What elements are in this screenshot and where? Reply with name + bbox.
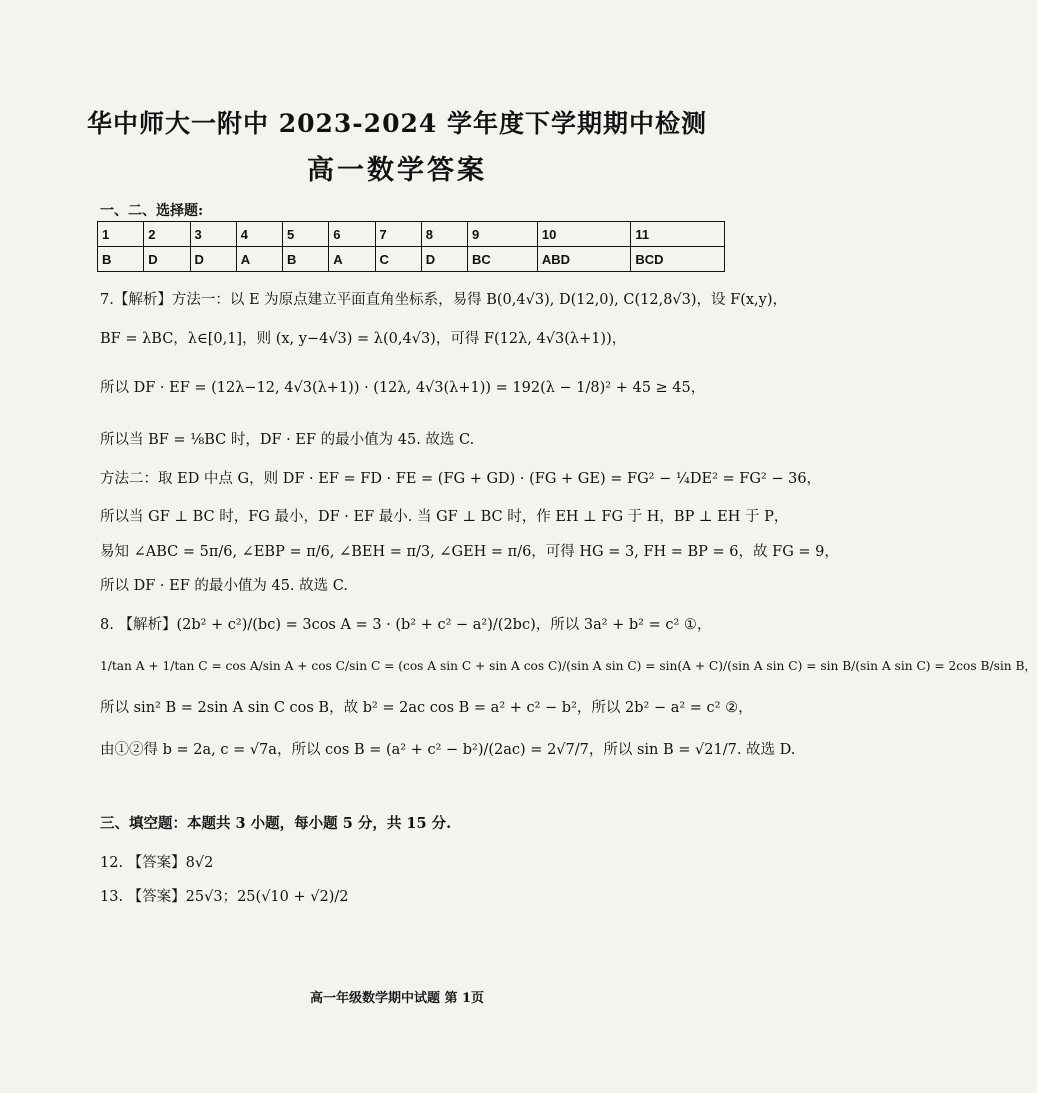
table-cell: D xyxy=(421,247,467,272)
table-row-answers xyxy=(98,247,725,272)
table-cell: 11 xyxy=(631,222,725,247)
table-cell: 3 xyxy=(190,222,236,247)
q8-solution-line: 由①②得 b = 2a, c = √7a，所以 cos B = (a² + c² − b²)/(2ac) = 2√7/7，所以 sin B = √21/7. 故选 D. xyxy=(100,742,796,758)
table-cell: A xyxy=(329,247,375,272)
q7-solution-line: 方法二：取 ED 中点 G，则 DF · EF = FD · FE = (FG + GD) · (FG + GE) = FG² − ¼DE² = FG² − 36， xyxy=(100,471,822,487)
table-cell: B xyxy=(283,247,329,272)
q7-solution-line: 所以当 GF ⊥ BC 时，FG 最小，DF · EF 最小. 当 GF ⊥ BC 时，作 EH ⊥ FG 于 H，BP ⊥ EH 于 P， xyxy=(100,509,789,525)
table-cell: 4 xyxy=(236,222,282,247)
table-cell: 6 xyxy=(329,222,375,247)
table-row-numbers xyxy=(98,222,725,247)
q13-answer: 13. 【答案】25√3；25(√10 + √2)/2 xyxy=(100,889,349,905)
answer-table xyxy=(97,221,725,272)
q8-solution-line: 8. 【解析】(2b² + c²)/(bc) = 3cos A = 3 · (b² + c² − a²)/(2bc)，所以 3a² + b² = c² ①， xyxy=(100,617,712,633)
table-cell: A xyxy=(236,247,282,272)
table-cell: BCD xyxy=(631,247,725,272)
table-cell: 5 xyxy=(283,222,329,247)
q7-solution-line: BF = λBC，λ∈[0,1]，则 (x, y−4√3) = λ(0,4√3)，可得 F(12λ, 4√3(λ+1))， xyxy=(100,331,627,347)
table-cell: ABD xyxy=(537,247,631,272)
table-cell: B xyxy=(98,247,144,272)
document-title: 华中师大一附中 2023-2024 学年度下学期期中检测 xyxy=(87,109,707,138)
q7-solution-line: 易知 ∠ABC = 5π/6, ∠EBP = π/6, ∠BEH = π/3, ∠GEH = π/6，可得 HG = 3, FH = BP = 6，故 FG = 9， xyxy=(100,544,839,560)
table-cell: D xyxy=(190,247,236,272)
table-cell: C xyxy=(375,247,421,272)
q8-solution-line: 1/tan A + 1/tan C = cos A/sin A + cos C/sin C = (cos A sin C + sin A cos C)/(sin A sin C) = sin(A + C)/(sin A sin C) = sin B/(sin A sin C) = 2cos B/sin B， xyxy=(100,659,1037,673)
q8-solution-line: 所以 sin² B = 2sin A sin C cos B，故 b² = 2ac cos B = a² + c² − b²，所以 2b² − a² = c² ②， xyxy=(100,700,753,716)
document-subtitle: 高一数学答案 xyxy=(307,155,487,186)
section-choice-heading: 一、二、选择题: xyxy=(100,203,204,219)
table-cell: D xyxy=(144,247,190,272)
page-footer: 高一年级数学期中试题 第 1页 xyxy=(309,991,485,1006)
table-cell: 2 xyxy=(144,222,190,247)
section-fill-heading: 三、填空题：本题共 3 小题，每小题 5 分，共 15 分. xyxy=(100,815,452,832)
q12-answer: 12. 【答案】8√2 xyxy=(100,855,214,871)
q7-solution-line: 所以 DF · EF 的最小值为 45. 故选 C. xyxy=(100,578,348,594)
table-cell: 7 xyxy=(375,222,421,247)
q7-solution-line: 所以当 BF = ⅛BC 时，DF · EF 的最小值为 45. 故选 C. xyxy=(100,432,475,448)
q7-solution-line: 7.【解析】方法一：以 E 为原点建立平面直角坐标系，易得 B(0,4√3), D(12,0), C(12,8√3)，设 F(x,y)， xyxy=(100,292,788,308)
table-cell: BC xyxy=(468,247,538,272)
table-cell: 10 xyxy=(537,222,631,247)
table-cell: 8 xyxy=(421,222,467,247)
table-cell: 9 xyxy=(468,222,538,247)
table-cell: 1 xyxy=(98,222,144,247)
q7-solution-line: 所以 DF · EF = (12λ−12, 4√3(λ+1)) · (12λ, 4√3(λ+1)) = 192(λ − 1/8)² + 45 ≥ 45， xyxy=(100,380,706,396)
